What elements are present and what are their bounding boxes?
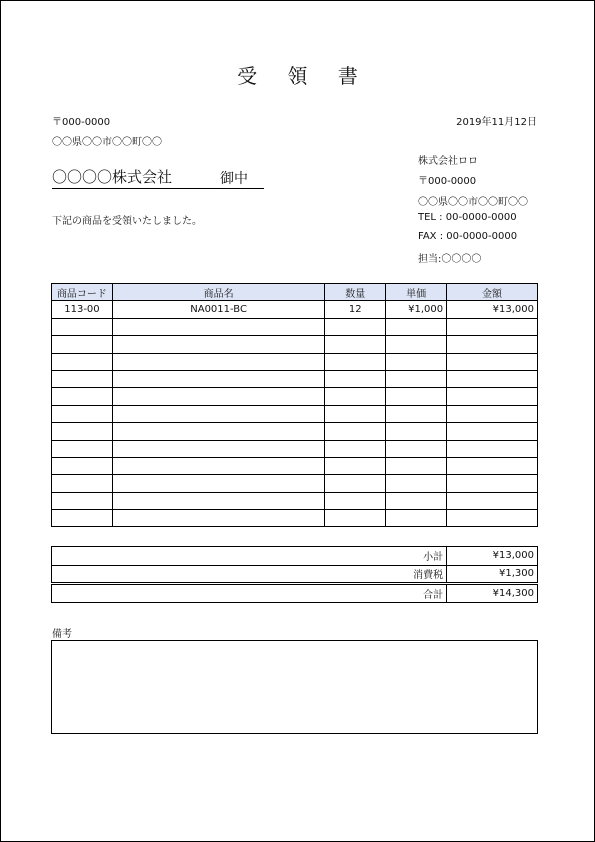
cell-quantity bbox=[325, 388, 386, 405]
table-row bbox=[52, 457, 538, 474]
table-row bbox=[52, 510, 538, 527]
cell-unit-price bbox=[386, 336, 447, 353]
table-row bbox=[52, 423, 538, 440]
cell-product-code bbox=[52, 318, 113, 335]
cell-quantity bbox=[325, 353, 386, 370]
cell-quantity bbox=[325, 336, 386, 353]
recipient-postal-code: 〒000-0000 bbox=[52, 117, 111, 128]
recipient-line bbox=[52, 166, 264, 189]
document-title: 受 領 書 bbox=[237, 64, 370, 88]
cell-product-code bbox=[52, 440, 113, 457]
cell-amount bbox=[447, 423, 538, 440]
cell-quantity bbox=[325, 440, 386, 457]
cell-quantity: 12 bbox=[325, 301, 386, 318]
cell-amount bbox=[447, 440, 538, 457]
cell-product-code bbox=[52, 510, 113, 527]
cell-product-code bbox=[52, 405, 113, 422]
table-row bbox=[52, 353, 538, 370]
cell-amount bbox=[447, 370, 538, 387]
tax-value: ¥1,300 bbox=[447, 565, 538, 584]
issuer-postal-code: 〒000-0000 bbox=[418, 176, 477, 187]
remarks-box bbox=[51, 640, 538, 734]
cell-product-name bbox=[112, 440, 324, 457]
table-row bbox=[52, 388, 538, 405]
cell-unit-price bbox=[386, 405, 447, 422]
cell-quantity bbox=[325, 475, 386, 492]
cell-product-name bbox=[112, 370, 324, 387]
cell-quantity bbox=[325, 510, 386, 527]
issuer-address: 〇〇県〇〇市〇〇町〇〇 bbox=[418, 197, 528, 208]
issue-date: 2019年11月12日 bbox=[456, 117, 537, 128]
table-row bbox=[52, 405, 538, 422]
cell-quantity bbox=[325, 405, 386, 422]
cell-product-code bbox=[52, 457, 113, 474]
remarks-label: 備考 bbox=[52, 629, 72, 640]
totals-table bbox=[51, 546, 538, 603]
cell-quantity bbox=[325, 423, 386, 440]
cell-unit-price bbox=[386, 510, 447, 527]
cell-unit-price bbox=[386, 440, 447, 457]
cell-unit-price bbox=[386, 475, 447, 492]
table-row bbox=[52, 318, 538, 335]
cell-quantity bbox=[325, 492, 386, 509]
cell-unit-price bbox=[386, 388, 447, 405]
cell-amount bbox=[447, 318, 538, 335]
recipient-honorific: 御中 bbox=[220, 171, 248, 187]
cell-product-code: 113-00 bbox=[52, 301, 113, 318]
cell-product-code bbox=[52, 370, 113, 387]
items-table bbox=[51, 283, 538, 527]
cell-product-name bbox=[112, 475, 324, 492]
cell-product-code bbox=[52, 388, 113, 405]
issuer-tel: TEL : 00-0000-0000 bbox=[418, 212, 517, 223]
cell-product-name bbox=[112, 423, 324, 440]
cell-product-name bbox=[112, 510, 324, 527]
issuer-company: 株式会社ロロ bbox=[418, 156, 478, 167]
total-label: 合計 bbox=[52, 584, 447, 603]
cell-unit-price bbox=[386, 492, 447, 509]
cell-product-code bbox=[52, 475, 113, 492]
cell-quantity bbox=[325, 370, 386, 387]
header-unit-price: 単価 bbox=[386, 284, 447, 301]
table-row bbox=[52, 475, 538, 492]
table-row bbox=[52, 440, 538, 457]
cell-amount: ¥13,000 bbox=[447, 301, 538, 318]
cell-quantity bbox=[325, 457, 386, 474]
cell-unit-price bbox=[386, 457, 447, 474]
cell-product-code bbox=[52, 353, 113, 370]
cell-product-code bbox=[52, 336, 113, 353]
header-product-code: 商品コード bbox=[52, 284, 113, 301]
recipient-name: 〇〇〇〇株式会社 bbox=[52, 168, 173, 186]
cell-product-name bbox=[112, 405, 324, 422]
cell-product-name bbox=[112, 457, 324, 474]
cell-amount bbox=[447, 492, 538, 509]
issuer-person: 担当:〇〇〇〇 bbox=[418, 254, 482, 265]
total-row bbox=[52, 584, 538, 603]
cell-amount bbox=[447, 353, 538, 370]
cell-product-name bbox=[112, 388, 324, 405]
table-row bbox=[52, 336, 538, 353]
cell-product-name bbox=[112, 336, 324, 353]
cell-product-name bbox=[112, 318, 324, 335]
cell-amount bbox=[447, 388, 538, 405]
cell-amount bbox=[447, 405, 538, 422]
items-header-row bbox=[52, 284, 538, 301]
tax-row bbox=[52, 565, 538, 584]
issuer-fax: FAX : 00-0000-0000 bbox=[418, 231, 518, 242]
cell-unit-price bbox=[386, 423, 447, 440]
subtotal-row bbox=[52, 547, 538, 566]
cell-amount bbox=[447, 457, 538, 474]
cell-amount bbox=[447, 336, 538, 353]
table-row bbox=[52, 370, 538, 387]
cell-unit-price bbox=[386, 318, 447, 335]
cell-product-name bbox=[112, 353, 324, 370]
subtotal-label: 小計 bbox=[52, 547, 447, 566]
header-product-name: 商品名 bbox=[112, 284, 324, 301]
cell-unit-price bbox=[386, 370, 447, 387]
cell-unit-price: ¥1,000 bbox=[386, 301, 447, 318]
recipient-address: 〇〇県〇〇市〇〇町〇〇 bbox=[52, 137, 162, 148]
table-row bbox=[52, 301, 538, 318]
header-quantity: 数量 bbox=[325, 284, 386, 301]
receipt-message: 下記の商品を受領いたしました。 bbox=[52, 216, 202, 227]
total-value: ¥14,300 bbox=[447, 584, 538, 603]
tax-label: 消費税 bbox=[52, 565, 447, 584]
cell-amount bbox=[447, 510, 538, 527]
cell-unit-price bbox=[386, 353, 447, 370]
cell-product-name: NA0011-BC bbox=[112, 301, 324, 318]
cell-quantity bbox=[325, 318, 386, 335]
cell-amount bbox=[447, 475, 538, 492]
cell-product-code bbox=[52, 423, 113, 440]
header-amount: 金額 bbox=[447, 284, 538, 301]
cell-product-name bbox=[112, 492, 324, 509]
subtotal-value: ¥13,000 bbox=[447, 547, 538, 566]
cell-product-code bbox=[52, 492, 113, 509]
table-row bbox=[52, 492, 538, 509]
